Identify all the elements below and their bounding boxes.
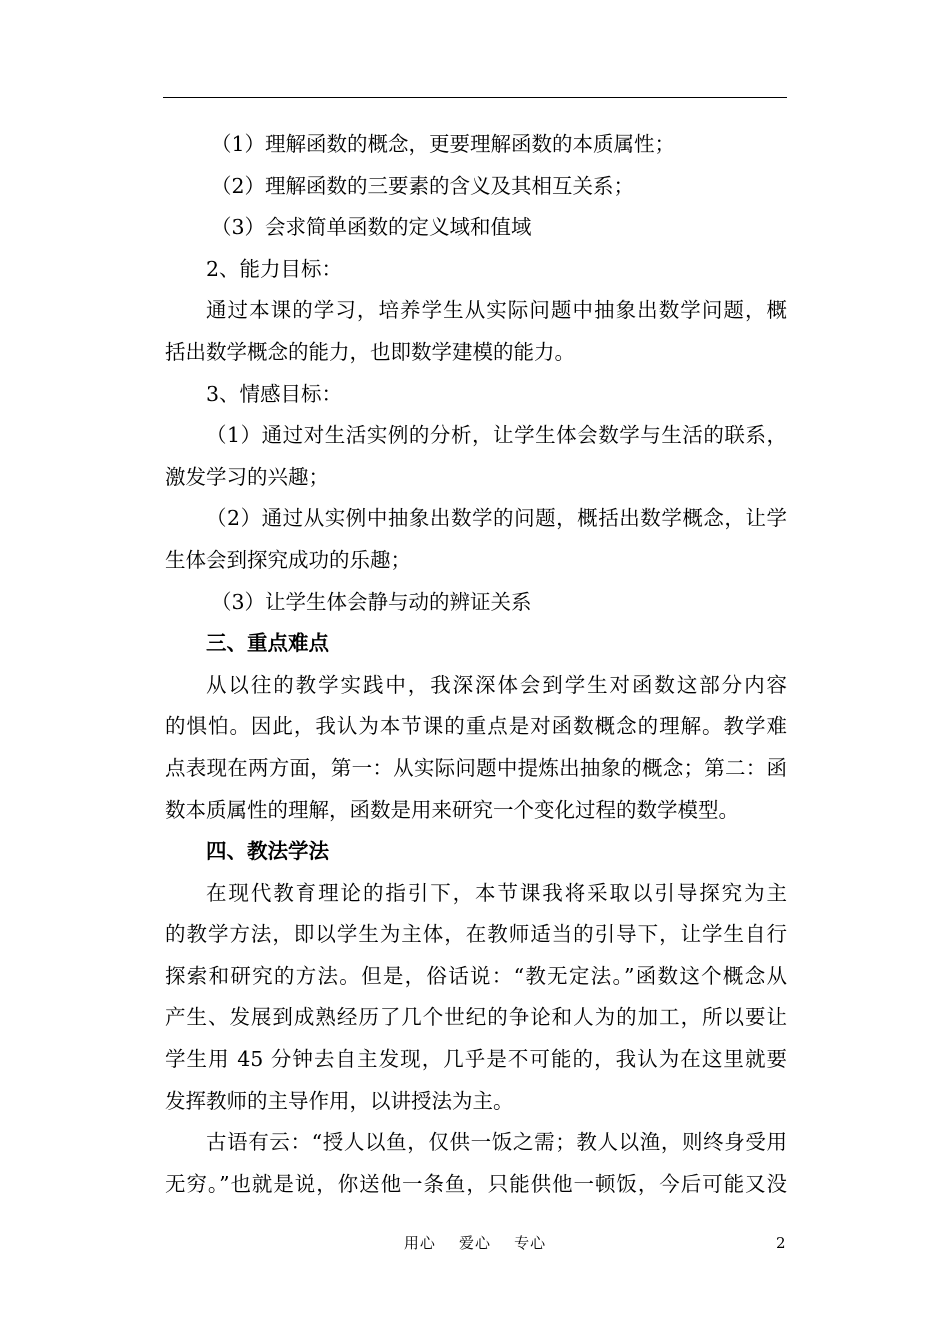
text-line: （3）让学生体会静与动的辨证关系	[211, 589, 532, 614]
text-line: （3）会求简单函数的定义域和值域	[211, 215, 532, 240]
text-line: （2）通过从实例中抽象出数学的问题，概括出数学概念，让学	[206, 506, 787, 531]
text-line: 2、能力目标：	[206, 256, 343, 281]
text-line: 括出数学概念的能力，也即数学建模的能力。	[165, 339, 575, 364]
text-line: 在现代教育理论的指引下，本节课我将采取以引导探究为主	[206, 880, 787, 905]
text-line: 发挥教师的主导作用，以讲授法为主。	[165, 1088, 514, 1113]
text-line: 无穷。”也就是说，你送他一条鱼，只能供他一顿饭，今后可能又没	[165, 1171, 787, 1196]
text-line: 四、教法学法	[206, 839, 329, 864]
text-line: 学生用 45 分钟去自主发现，几乎是不可能的，我认为在这里就要	[165, 1047, 787, 1072]
text-line: 产生、发展到成熟经历了几个世纪的争论和人为的加工，所以要让	[165, 1005, 787, 1030]
text-line: 激发学习的兴趣；	[165, 464, 329, 489]
text-line: 古语有云：“授人以鱼，仅供一饭之需；教人以渔，则终身受用	[206, 1130, 787, 1155]
text-line: 点表现在两方面，第一：从实际问题中提炼出抽象的概念；第二：函	[165, 755, 787, 780]
document-body	[165, 124, 787, 1205]
footer-slogan: 用心 爱心 专心	[403, 1234, 547, 1252]
text-line: 通过本课的学习，培养学生从实际问题中抽象出数学问题，概	[206, 298, 787, 323]
text-line: 生体会到探究成功的乐趣；	[165, 547, 411, 572]
text-line: 从以往的教学实践中，我深深体会到学生对函数这部分内容	[206, 672, 787, 697]
text-line: （1）理解函数的概念，更要理解函数的本质属性；	[211, 132, 676, 156]
text-line: 的惧怕。因此，我认为本节课的重点是对函数概念的理解。教学难	[165, 714, 787, 739]
text-line: （2）理解函数的三要素的含义及其相互关系；	[211, 173, 635, 198]
page-number: 2	[776, 1234, 786, 1252]
text-line: 的教学方法，即以学生为主体，在教师适当的引导下，让学生自行	[165, 922, 787, 947]
text-line: （1）通过对生活实例的分析，让学生体会数学与生活的联系，	[206, 423, 787, 448]
text-line: 数本质属性的理解，函数是用来研究一个变化过程的数学模型。	[165, 797, 739, 822]
header-rule	[163, 97, 787, 98]
text-line: 3、情感目标：	[206, 381, 343, 406]
text-line: 三、重点难点	[206, 631, 329, 656]
text-line: 探索和研究的方法。但是，俗话说：“教无定法。”函数这个概念从	[165, 963, 787, 988]
